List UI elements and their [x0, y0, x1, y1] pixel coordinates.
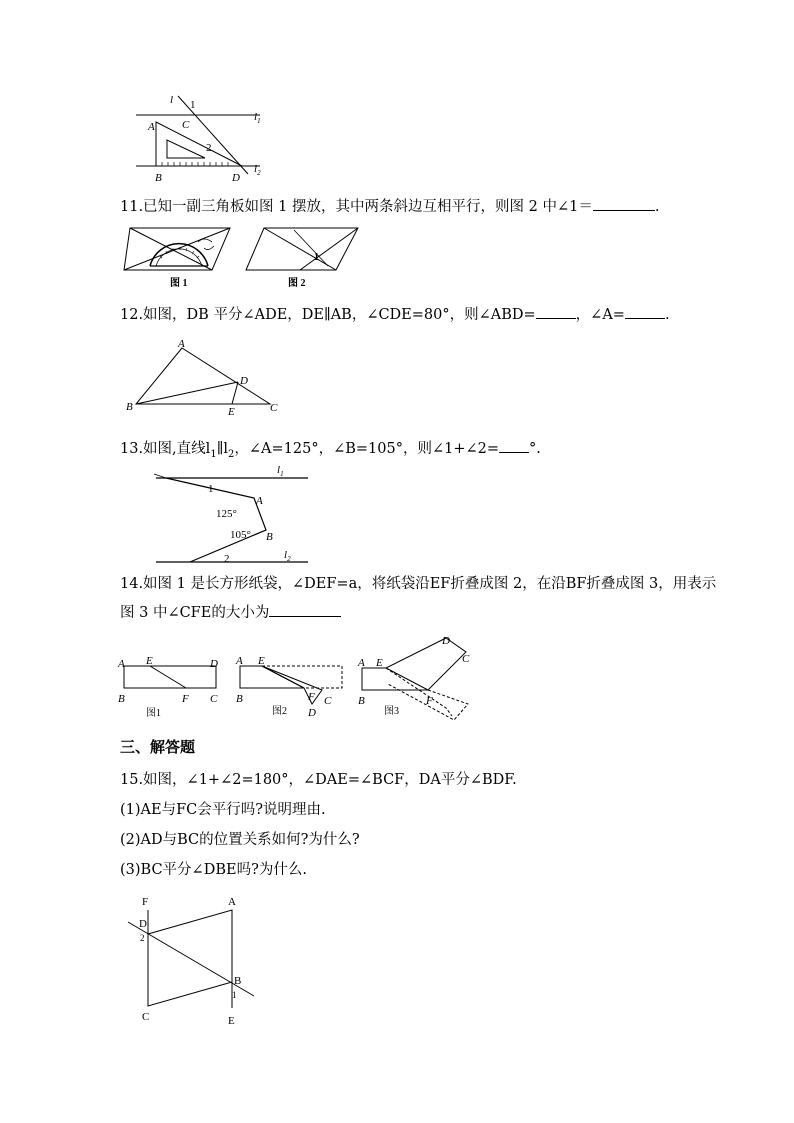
label-l1: $l_1$: [254, 111, 261, 125]
caption-fig-1: 图 1: [170, 278, 188, 289]
figure-14-3: [358, 634, 478, 724]
svg-text:B: B: [358, 695, 365, 707]
svg-text:D: D: [442, 635, 450, 647]
svg-text:C: C: [210, 693, 218, 705]
figure-15-quadrilateral: [120, 894, 270, 1034]
section-title: 三、解答题: [120, 738, 196, 756]
rectangle-ABCD: [124, 666, 216, 688]
label-D: D: [232, 172, 240, 184]
label-E: E: [228, 406, 235, 418]
label-angle-1: 1: [232, 990, 237, 1000]
svg-text:A: A: [358, 657, 365, 669]
line-l: [178, 96, 248, 174]
triangle-inner: [167, 140, 205, 158]
answer-blank-11[interactable]: [593, 196, 655, 211]
label-l: l: [170, 94, 174, 106]
label-F: F: [142, 896, 149, 908]
answer-blank-12b[interactable]: [625, 304, 665, 319]
label-A: A: [178, 338, 185, 350]
figure-14-1: [116, 654, 226, 724]
label-D: D: [139, 918, 147, 930]
label-C: C: [182, 119, 190, 131]
figure-12-triangle: [120, 338, 290, 420]
label-B: B: [126, 401, 133, 413]
caption-fig-2: 图 2: [288, 278, 306, 289]
label-l1: $l_1$: [277, 464, 284, 478]
label-angle-2: 2: [206, 142, 212, 154]
question-14-line-1: 14.如图 1 是长方形纸袋，∠DEF=a，将纸袋沿EF折叠成图 2，在沿BF折叠成图 3，用表示: [120, 576, 717, 592]
question-15-part-1: (1)AE与FC会平行吗?说明理由.: [120, 802, 326, 818]
question-15-part-3: (3)BC平分∠DBE吗?为什么.: [120, 862, 307, 878]
svg-text:A: A: [236, 655, 243, 667]
question-13: 13.如图,直线$l_1\parallel l_2$，∠A=125°，∠B=105°，则∠1+∠2= °.: [120, 438, 541, 465]
svg-text:C: C: [324, 695, 332, 707]
label-angle-1: 1: [190, 99, 196, 111]
label-105: 105°: [230, 529, 251, 541]
svg-text:C: C: [462, 653, 470, 665]
svg-text:E: E: [146, 655, 153, 667]
label-A: A: [148, 121, 155, 133]
label-B: B: [155, 172, 162, 184]
svg-text:E: E: [258, 655, 265, 667]
svg-text:B: B: [118, 693, 125, 705]
svg-text:F: F: [426, 695, 433, 707]
label-C: C: [270, 402, 278, 414]
label-angle-2: 2: [140, 933, 145, 943]
parallelogram: [246, 228, 358, 270]
label-l2: $l_2$: [284, 549, 291, 563]
broken-line: [166, 478, 266, 562]
label-125: 125°: [216, 508, 237, 520]
svg-text:D: D: [210, 658, 218, 670]
figure-11-1: [120, 224, 240, 290]
label-l2: $l_2$: [254, 163, 261, 177]
figure-11-2: [244, 224, 364, 290]
svg-text:B: B: [236, 693, 243, 705]
caption-fig-3: 图3: [384, 706, 399, 717]
svg-text:D: D: [308, 707, 316, 719]
question-15: 15.如图，∠1+∠2=180°，∠DAE=∠BCF，DA平分∠BDF.: [120, 772, 517, 788]
question-15-part-2: (2)AD与BC的位置关系如何?为什么?: [120, 832, 360, 848]
caption-fig-2: 图2: [272, 706, 287, 717]
label-angle-1: 1: [314, 252, 319, 263]
answer-blank-13[interactable]: [499, 438, 529, 453]
question-11: 11.已知一副三角板如图 1 摆放，其中两条斜边互相平行，则图 2 中∠1＝ .: [120, 196, 659, 217]
svg-text:F: F: [182, 693, 189, 705]
label-C: C: [142, 1011, 150, 1023]
svg-text:E: E: [376, 657, 383, 669]
label-A: A: [228, 896, 236, 908]
label-A: A: [256, 495, 263, 507]
triangle-ruler: [156, 122, 242, 166]
figure-14-2: [232, 654, 352, 724]
label-D: D: [240, 375, 248, 387]
svg-text:A: A: [118, 658, 125, 670]
segment-DE: [232, 382, 238, 404]
triangle-ABC: [136, 348, 270, 404]
folded-flap-3: [386, 638, 466, 690]
question-12: 12.如图，DB 平分∠ADE，DE∥AB，∠CDE=80°，则∠ABD= ，∠A= .: [120, 304, 670, 325]
figure-13-parallel: [150, 462, 320, 572]
answer-blank-14[interactable]: [269, 602, 341, 617]
segment-EF: [150, 666, 186, 688]
figure-parallel-lines-triangle: [120, 88, 290, 183]
label-angle-1: 1: [208, 483, 214, 495]
label-B: B: [234, 975, 242, 987]
answer-blank-12a[interactable]: [536, 304, 576, 319]
label-B: B: [266, 531, 273, 543]
question-14-line-2: 图 3 中∠CFE的大小为: [120, 602, 341, 623]
label-E: E: [228, 1015, 235, 1027]
svg-text:F: F: [308, 691, 315, 703]
caption-fig-1: 图1: [146, 708, 161, 719]
label-angle-2: 2: [224, 553, 230, 565]
